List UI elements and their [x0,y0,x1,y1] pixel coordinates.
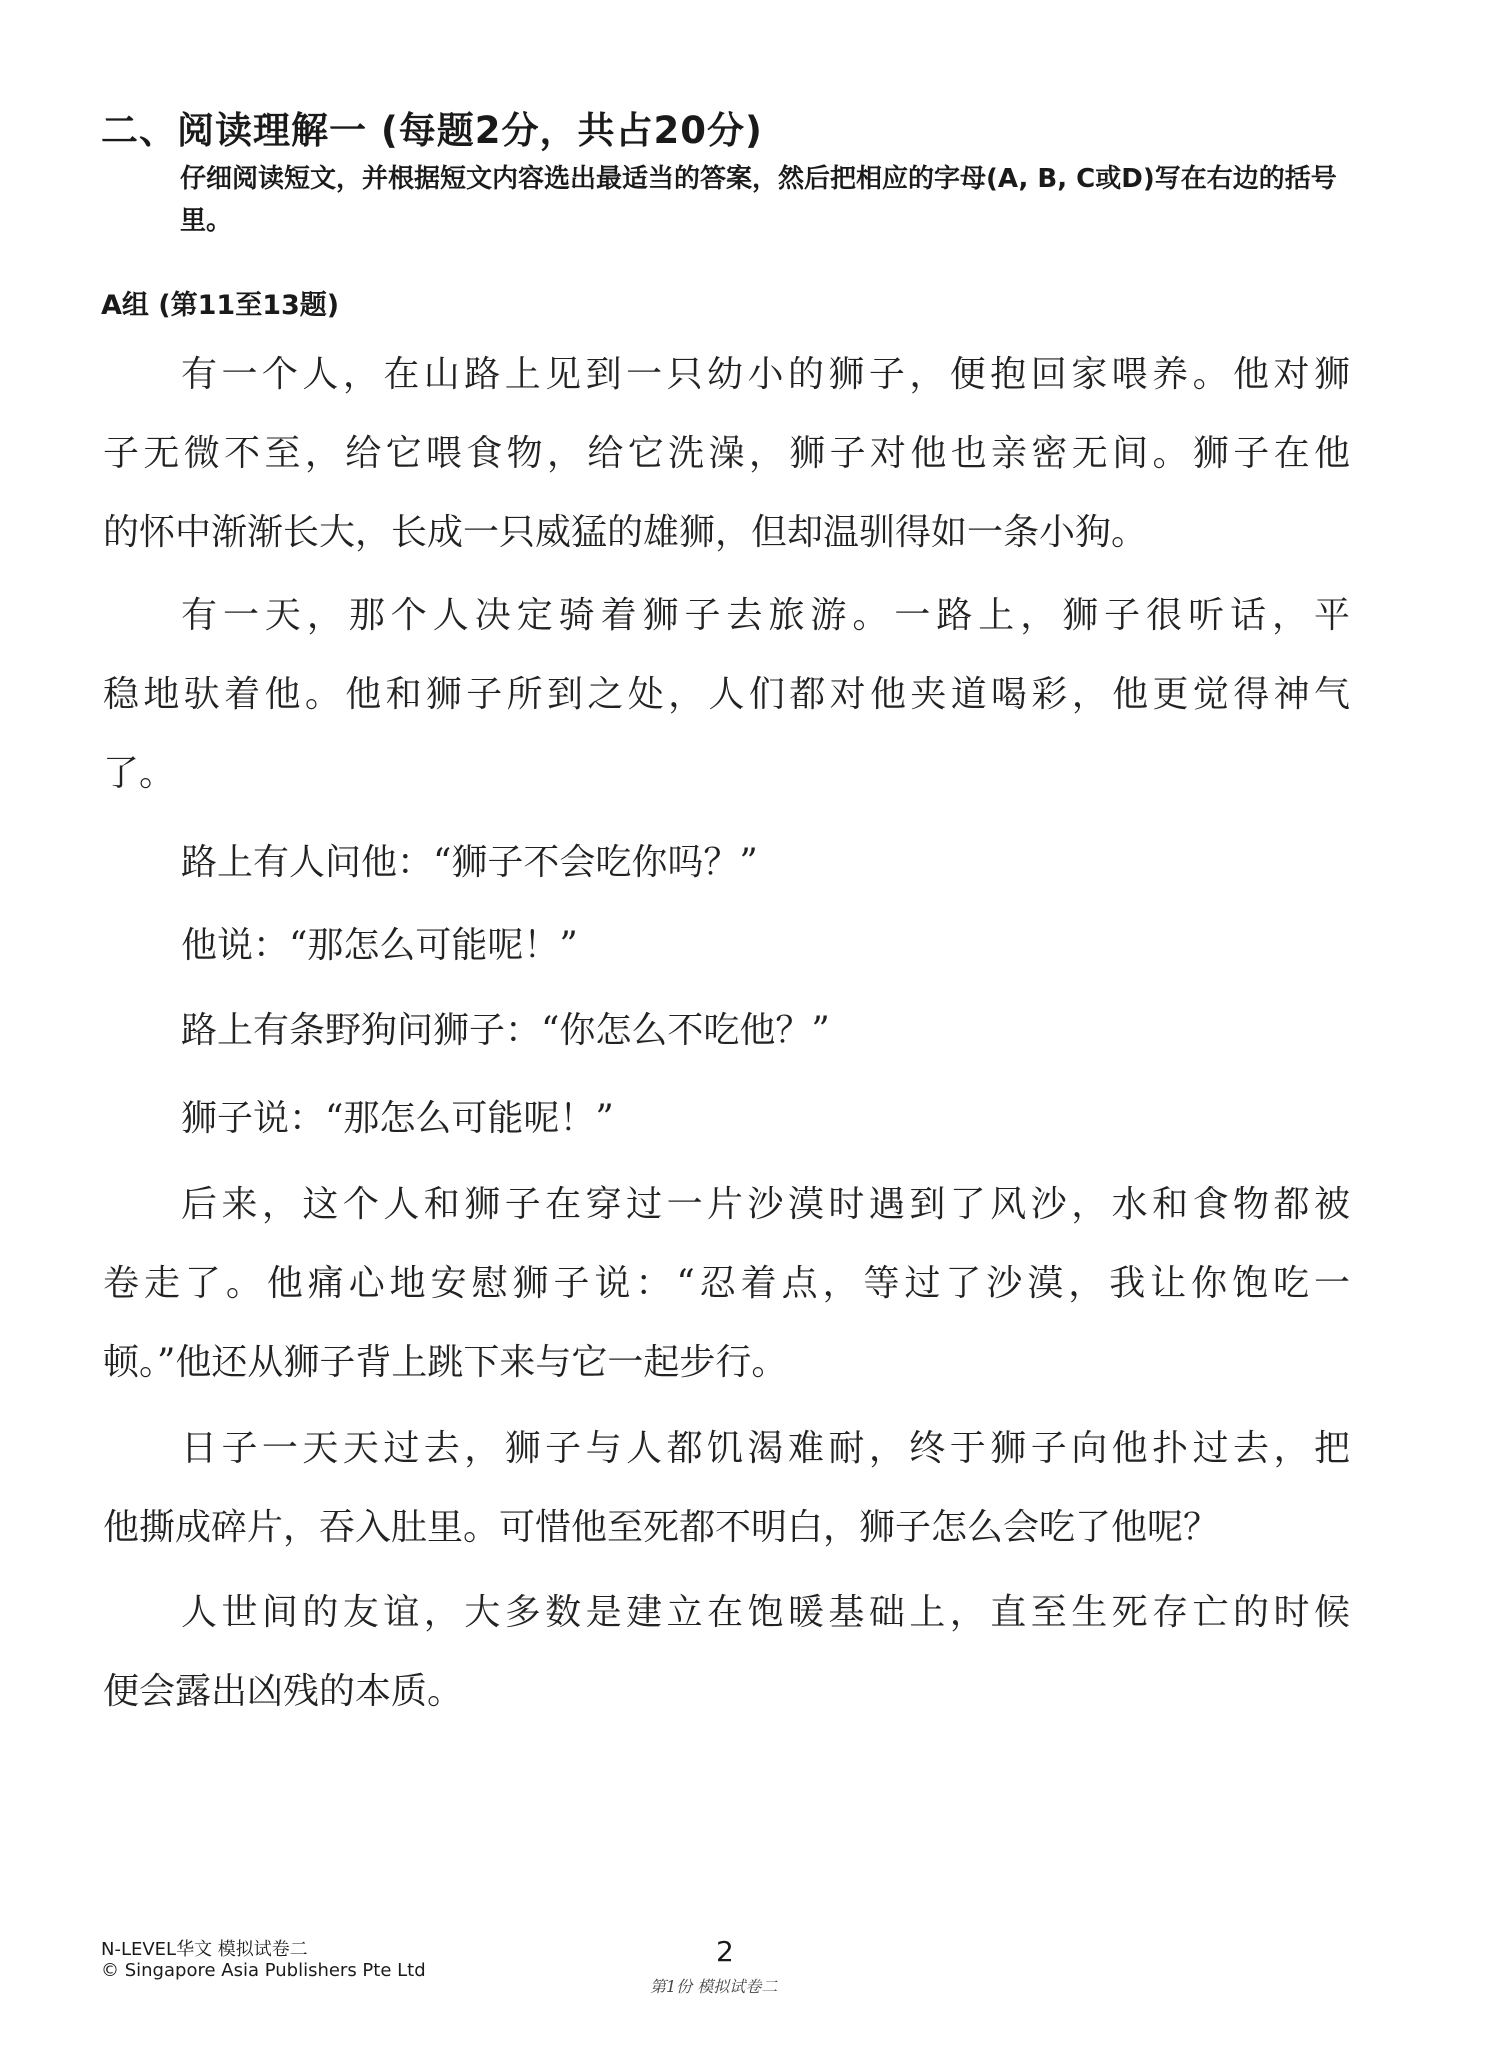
passage-line: 他说：“那怎么可能呢！” [181,925,578,966]
passage-line: 路上有条野狗问狮子：“你怎么不吃他？” [181,1010,830,1051]
passage-line: 顿。”他还从狮子背上跳下来与它一起步行。 [103,1342,788,1383]
handwritten-note: 第1份 模拟试卷二 [650,1977,778,1996]
passage-line: 日子一天天过去，狮子与人都饥渴难耐，终于狮子向他扑过去，把 [181,1428,1350,1469]
passage-line: 的怀中渐渐长大，长成一只威猛的雄狮，但却温驯得如一条小狗。 [103,512,1148,553]
instructions: 仔细阅读短文，并根据短文内容选出最适当的答案，然后把相应的字母(A, B, C或D)写在右边的括号里。 [180,164,1337,236]
passage-line: 卷走了。他痛心地安慰狮子说：“忍着点，等过了沙漠，我让你饱吃一 [103,1263,1350,1304]
passage-line: 有一天，那个人决定骑着狮子去旅游。一路上，狮子很听话，平 [181,595,1350,636]
group-label: A组 (第11至13题) [101,290,340,321]
passage-line: 人世间的友谊，大多数是建立在饱暖基础上，直至生死存亡的时候 [181,1592,1350,1633]
passage-line: 便会露出凶残的本质。 [103,1671,464,1712]
footer-copyright: © Singapore Asia Publishers Pte Ltd [101,1960,426,1981]
passage-line: 有一个人，在山路上见到一只幼小的狮子，便抱回家喂养。他对狮 [181,354,1350,395]
passage-line: 路上有人问他：“狮子不会吃你吗？” [181,842,758,883]
passage-line: 稳地驮着他。他和狮子所到之处，人们都对他夹道喝彩，他更觉得神气 [103,674,1350,715]
passage-line: 狮子说：“那怎么可能呢！” [181,1098,614,1139]
passage-line: 后来，这个人和狮子在穿过一片沙漠时遇到了风沙，水和食物都被 [181,1184,1350,1225]
section-title: 二、阅读理解一 (每题2分，共占20分) [101,109,763,152]
passage-line: 他撕成碎片，吞入肚里。可惜他至死都不明白，狮子怎么会吃了他呢？ [103,1507,1220,1548]
footer-book-title: N-LEVEL华文 模拟试卷二 [101,1939,308,1960]
page-number: 2 [716,1935,734,1968]
passage-line: 子无微不至，给它喂食物，给它洗澡，狮子对他也亲密无间。狮子在他 [103,433,1350,474]
passage-line: 了。 [103,753,176,794]
